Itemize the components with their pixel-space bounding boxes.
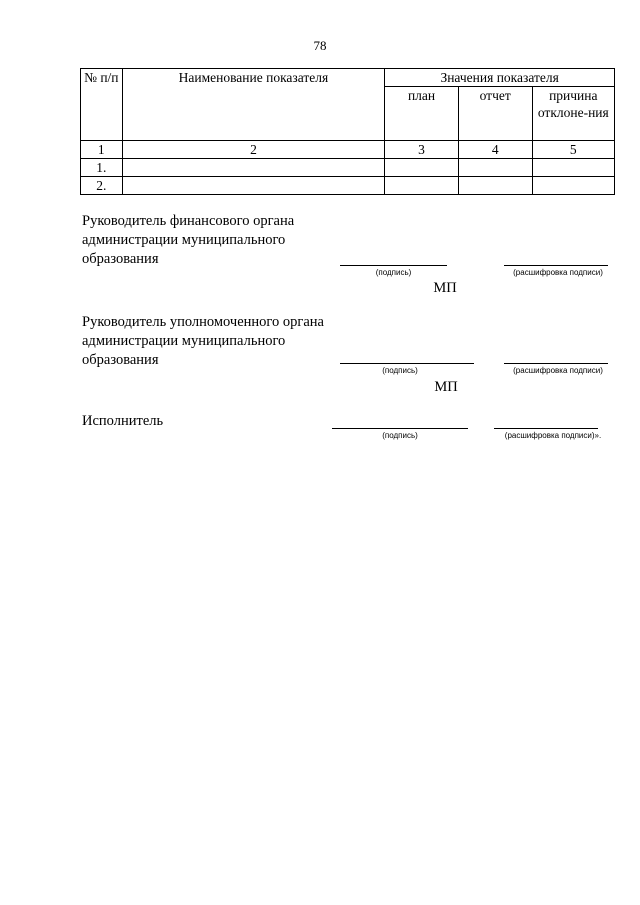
row-name xyxy=(122,177,385,195)
signature-caption: (подпись) xyxy=(382,366,418,375)
decode-caption: (расшифровка подписи) xyxy=(513,268,603,277)
table-row xyxy=(81,177,615,195)
stamp-mark: МП xyxy=(434,379,458,395)
header-reason: причина отклоне-ния xyxy=(532,87,614,141)
header-values: Значения показателя xyxy=(385,69,615,87)
column-numbering-row xyxy=(81,141,615,159)
signatory-title: Руководитель финансового органа администрации муниципального образования xyxy=(82,213,295,267)
page-number: 78 xyxy=(313,38,327,53)
header-name: Наименование показателя xyxy=(122,69,385,141)
decode-line xyxy=(504,363,608,364)
decode-line xyxy=(504,265,608,266)
column-number: 1 xyxy=(81,141,123,159)
signature-caption: (подпись) xyxy=(375,268,412,277)
signatory-title: Исполнитель xyxy=(82,413,164,429)
row-report xyxy=(458,159,532,177)
row-number: 2. xyxy=(81,177,123,195)
column-number: 3 xyxy=(385,141,459,159)
signature-line xyxy=(332,428,468,429)
signature-line xyxy=(340,265,447,266)
row-name xyxy=(122,159,385,177)
table-row xyxy=(81,159,615,177)
decode-line xyxy=(494,428,598,429)
header-num: № п/п xyxy=(81,69,123,141)
header-report: отчет xyxy=(458,87,532,141)
header-plan: план xyxy=(385,87,459,141)
report-table xyxy=(80,68,615,195)
column-number: 4 xyxy=(458,141,532,159)
row-reason xyxy=(532,159,614,177)
row-reason xyxy=(532,177,614,195)
signature-line xyxy=(340,363,474,364)
row-report xyxy=(458,177,532,195)
stamp-mark: МП xyxy=(433,280,457,296)
row-plan xyxy=(385,159,459,177)
row-number: 1. xyxy=(81,159,123,177)
row-plan xyxy=(385,177,459,195)
signature-caption: (подпись) xyxy=(382,431,418,440)
decode-caption: (расшифровка подписи) xyxy=(513,366,603,375)
column-number: 2 xyxy=(122,141,385,159)
column-number: 5 xyxy=(532,141,614,159)
decode-caption: (расшифровка подписи)». xyxy=(504,431,602,440)
signatory-title: Руководитель уполномоченного органа администрации муниципального образования xyxy=(82,314,324,368)
